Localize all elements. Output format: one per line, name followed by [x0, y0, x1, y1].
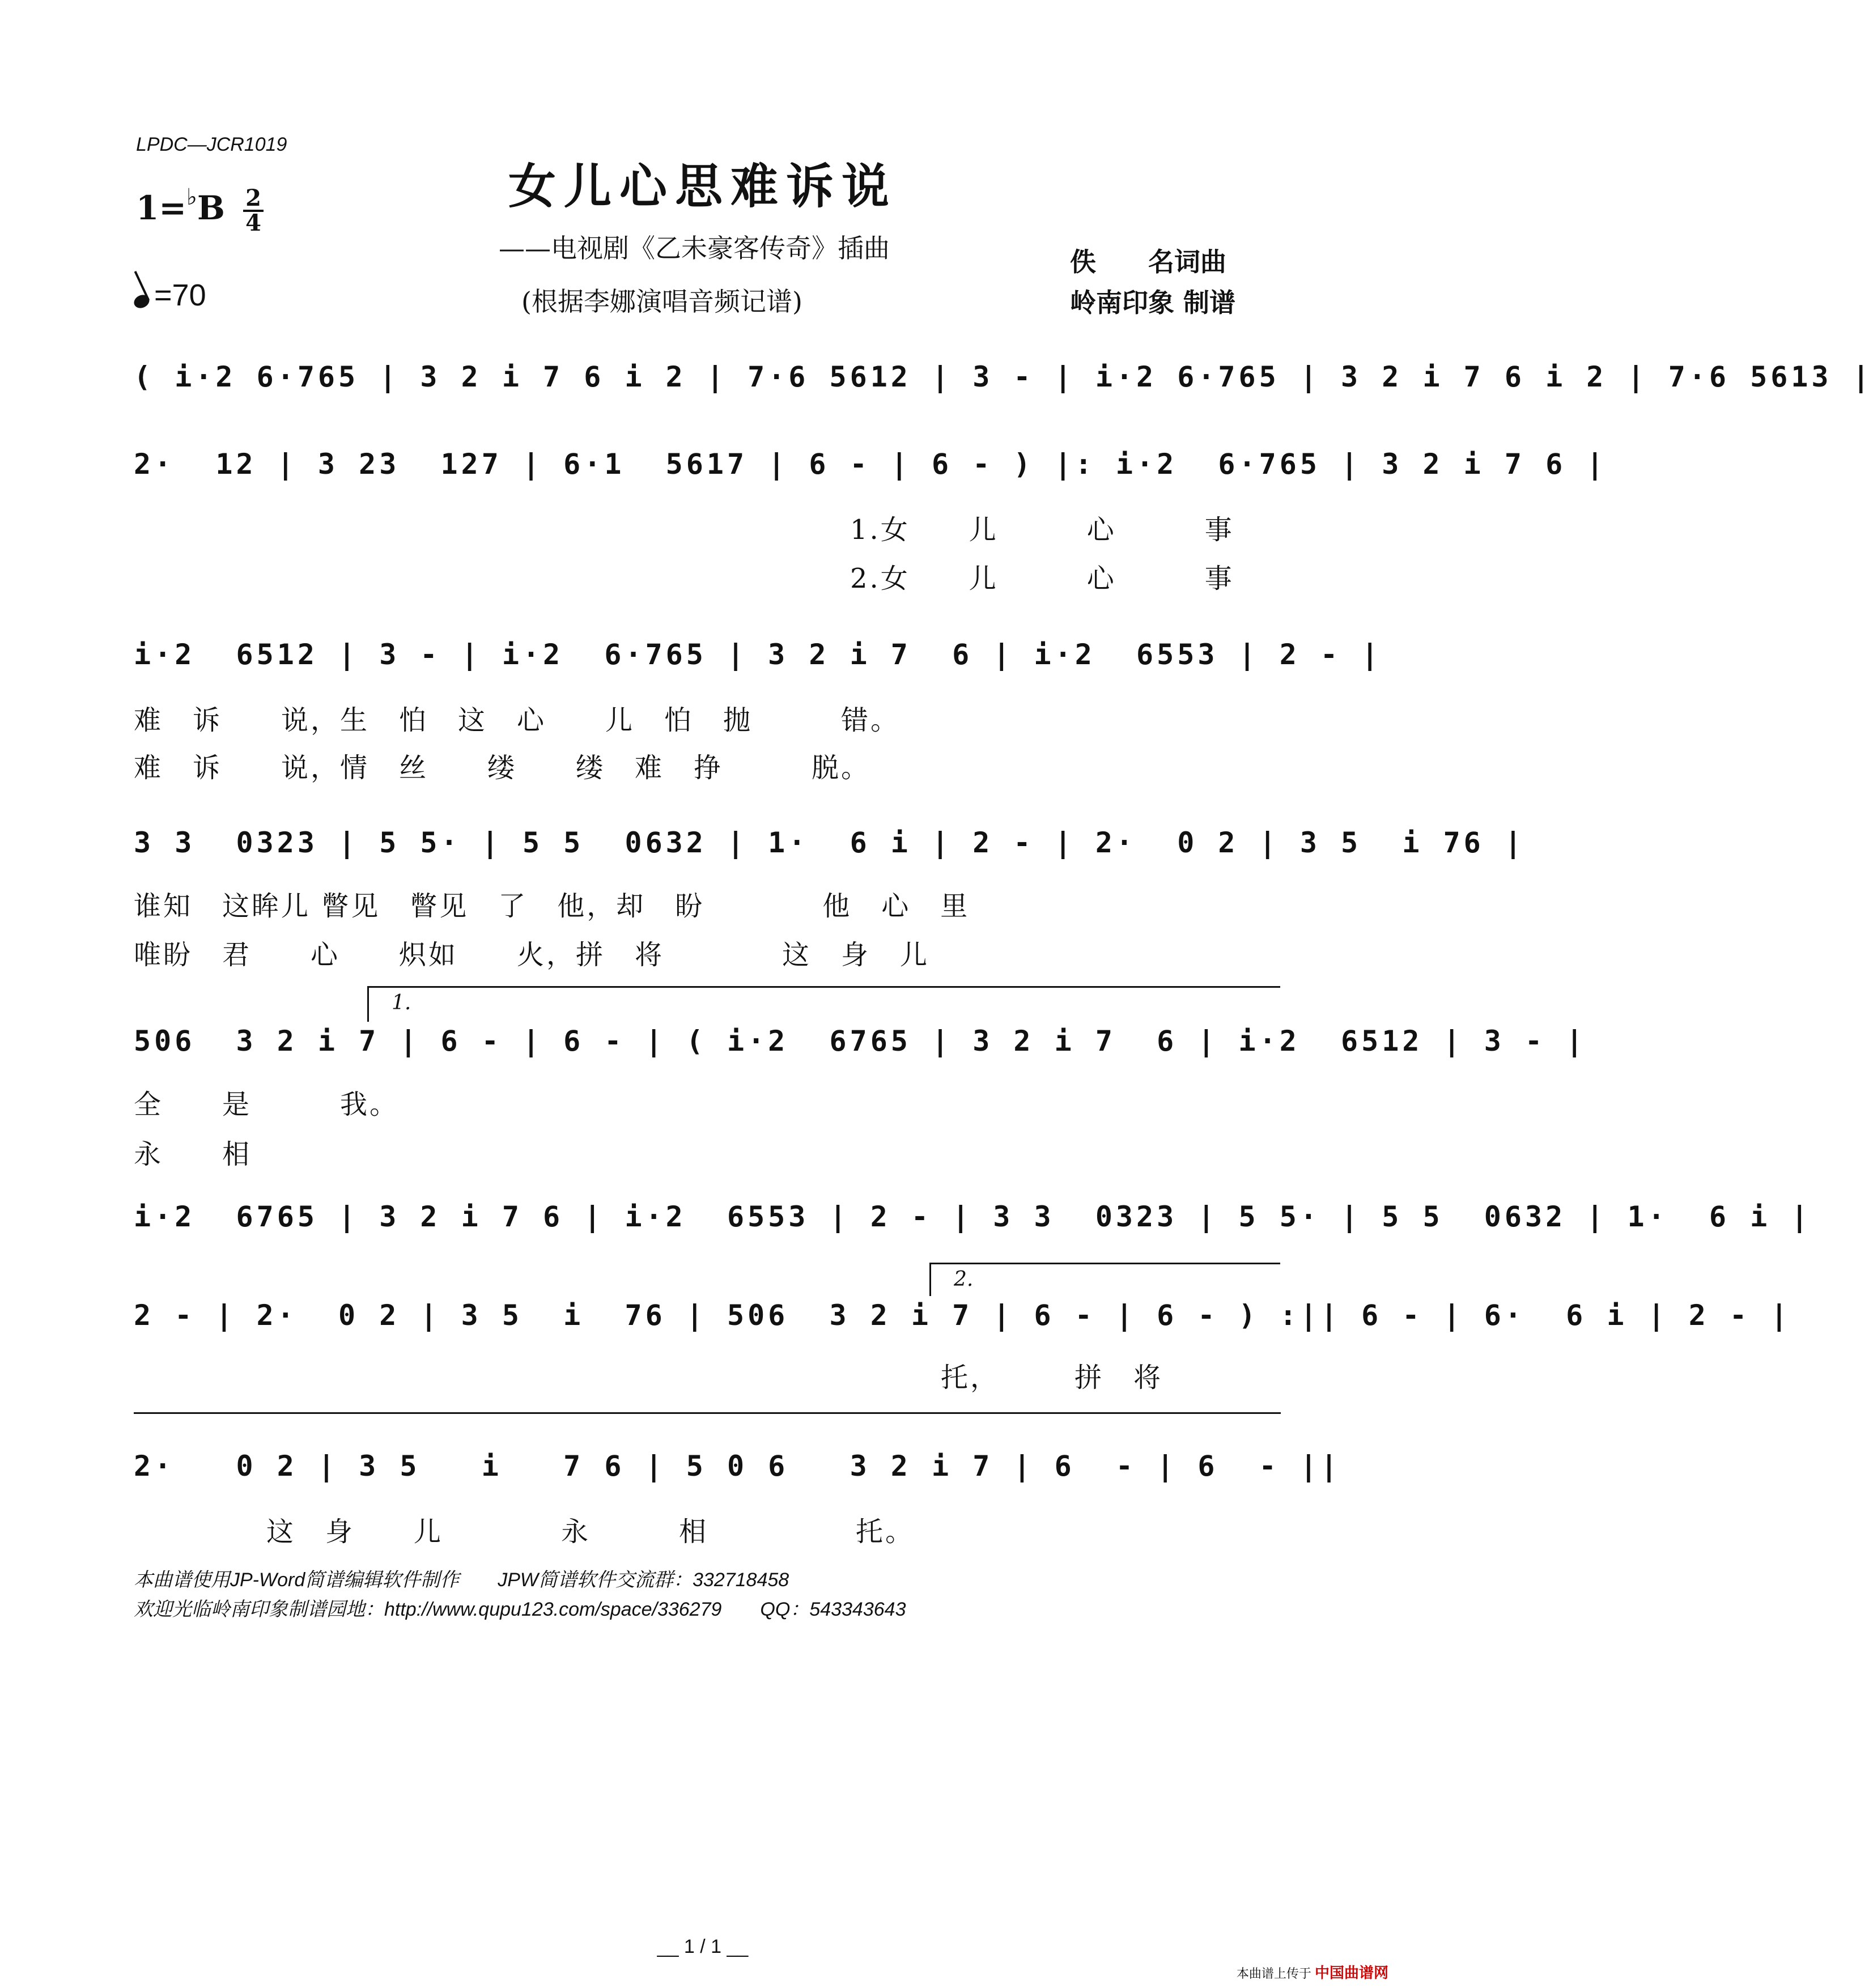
- site-logo: 中国曲谱网: [1314, 1964, 1388, 1981]
- key-letter: B: [197, 189, 225, 227]
- lyric-line-4-verse-1: 谁知 这眸儿 瞥见 瞥见 了 他，却 盼 他 心 里: [134, 890, 970, 922]
- flat-sign: ♭: [186, 184, 197, 210]
- volta-label-1: 1.: [392, 991, 411, 1014]
- tempo-value: =70: [154, 278, 206, 312]
- key-prefix: 1=: [136, 189, 186, 227]
- time-denominator: 4: [245, 210, 261, 236]
- lyric-line-3-verse-1: 难 诉 说，生 怕 这 心 儿 怕 抛 错。: [134, 704, 901, 736]
- volta-bracket-1: [367, 986, 1280, 1022]
- page-title: 女儿心思难诉说: [508, 158, 897, 214]
- key-signature: [136, 184, 264, 236]
- lyric-line-3-verse-2: 难 诉 说，情 丝 缕 缕 难 挣 脱。: [134, 752, 871, 784]
- footer-software-note: 本曲谱使用JP-Word简谱编辑软件制作 JPW简谱软件交流群：332718458: [134, 1569, 789, 1591]
- page-number: __ 1 / 1 __: [657, 1936, 749, 1957]
- lyric-line-4-verse-2: 唯盼 君 心 炽如 火，拼 将 这 身 儿: [134, 939, 930, 971]
- lyric-line-2-verse-2: 2.女 儿 心 事: [850, 563, 1234, 594]
- footer-website-note: 欢迎光临岭南印象制谱园地：http://www.qupu123.com/space/336279 QQ：543343643: [134, 1599, 906, 1620]
- upload-text: 本曲谱上传于: [1236, 1966, 1311, 1981]
- score-line-5: 506 3 2 i 7 | 6 - | 6 - | ( i·2 6765 | 3 2 i 7 6 | i·2 6512 | 3 - |: [134, 1025, 1587, 1057]
- lyric-line-8: 这 身 儿 永 相 托。: [266, 1516, 915, 1548]
- score-line-3: i·2 6512 | 3 - | i·2 6·765 | 3 2 i 7 6 | i·2 6553 | 2 - |: [134, 638, 1382, 671]
- score-line-8: 2· 0 2 | 3 5 i 7 6 | 5 0 6 3 2 i 7 | 6 - | 6 - ||: [134, 1450, 1341, 1482]
- score-line-1: ( i·2 6·765 | 3 2 i 7 6 i 2 | 7·6 5612 | 3 - | i·2 6·765 | 3 2 i 7 6 i 2 | 7·6 5613 |: [134, 360, 1873, 393]
- subtitle: ——电视剧《乙未豪客传奇》插曲: [499, 233, 890, 264]
- score-line-4: 3 3 0323 | 5 5· | 5 5 0632 | 1· 6 i | 2 - | 2· 0 2 | 3 5 i 76 |: [134, 826, 1525, 859]
- upload-watermark: [1237, 1961, 1388, 1982]
- tempo-marking: [134, 278, 206, 313]
- slur-line-8: [134, 1412, 1281, 1414]
- lyric-line-5-verse-2: 永 相: [134, 1139, 252, 1170]
- credit-lyrics-music: 佚 名词曲: [1070, 247, 1226, 277]
- lyric-line-2-verse-1: 1.女 儿 心 事: [850, 514, 1234, 546]
- score-line-6: i·2 6765 | 3 2 i 7 6 | i·2 6553 | 2 - | 3 3 0323 | 5 5· | 5 5 0632 | 1· 6 i |: [134, 1200, 1812, 1233]
- volta-bracket-2: [929, 1263, 1280, 1296]
- score-line-7: 2 - | 2· 0 2 | 3 5 i 76 | 506 3 2 i 7 | 6 - | 6 - ) :|| 6 - | 6· 6 i | 2 - |: [134, 1299, 1791, 1332]
- score-code: LPDC—JCR1019: [136, 134, 287, 155]
- quarter-note-icon: [132, 292, 152, 311]
- lyric-line-7: 托， 拼 将: [941, 1362, 1163, 1394]
- transcription-note: (根据李娜演唱音频记谱): [521, 286, 802, 317]
- time-numerator: 2: [243, 187, 264, 212]
- credit-score-maker: 岭南印象 制谱: [1070, 287, 1236, 318]
- volta-label-2: 2.: [954, 1268, 974, 1291]
- time-signature: [243, 187, 264, 235]
- lyric-line-5-verse-1: 全 是 我。: [134, 1089, 400, 1120]
- score-line-2: 2· 12 | 3 23 127 | 6·1 5617 | 6 - | 6 - ) |: i·2 6·765 | 3 2 i 7 6 |: [134, 448, 1607, 481]
